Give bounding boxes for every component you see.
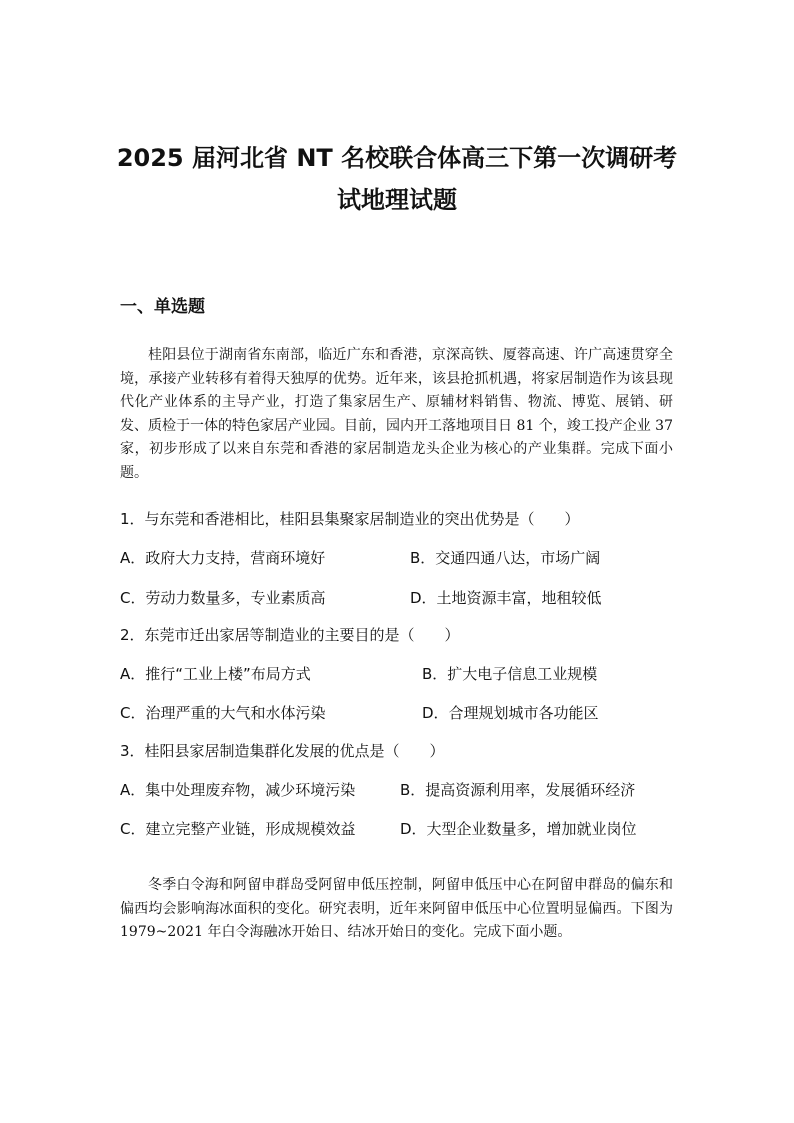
question-3-stem: 3．桂阳县家居制造集群化发展的优点是（ ） — [120, 742, 445, 760]
question-3-option-d: D．大型企业数量多，增加就业岗位 — [400, 820, 637, 838]
question-1-stem: 1．与东莞和香港相比，桂阳县集聚家居制造业的突出优势是（ ） — [120, 510, 580, 528]
question-3-option-c: C．建立完整产业链，形成规模效益 — [120, 820, 356, 838]
question-1-option-c: C．劳动力数量多，专业素质高 — [120, 589, 326, 607]
reading-passage-2: 冬季白令海和阿留申群岛受阿留申低压控制，阿留申低压中心在阿留申群岛的偏东和偏西均会影响海冰面积的变化。研究表明，近年来阿留申低压中心位置明显偏西。下图为 1979~2021 年白令海融冰开始日、结冰开始日的变化。完成下面小题。 — [120, 877, 673, 940]
document-title-line-1: 2025 届河北省 NT 名校联合体高三下第一次调研考 — [116, 144, 678, 172]
question-2-option-c: C．治理严重的大气和水体污染 — [120, 704, 326, 722]
question-3-option-a: A．集中处理废弃物，减少环境污染 — [120, 781, 356, 799]
reading-passage-1: 桂阳县位于湖南省东南部，临近广东和香港，京深高铁、厦蓉高速、许广高速贯穿全境，承接产业转移有着得天独厚的优势。近年来，该县抢抓机遇，将家居制造作为该县现代化产业体系的主导产业，打造了集家居生产、原辅材料销售、物流、博览、展销、研发、质检于一体的特色家居产业园。目前，园内开工落地项目日 81 个，竣工投产企业 37 家，初步形成了以来自东莞和香港的家居制造龙头企业为核心的产业集群。完成下面小题。 — [120, 347, 673, 481]
question-2-option-d: D．合理规划城市各功能区 — [422, 704, 599, 722]
question-1-option-b: B．交通四通八达，市场广阔 — [410, 549, 601, 567]
question-2-option-b: B．扩大电子信息工业规模 — [422, 665, 598, 683]
question-1-option-d: D．土地资源丰富，地租较低 — [410, 589, 602, 607]
question-3-option-b: B．提高资源利用率，发展循环经济 — [400, 781, 636, 799]
question-2-stem: 2．东莞市迁出家居等制造业的主要目的是（ ） — [120, 626, 460, 644]
document-title-line-2: 试地理试题 — [337, 186, 457, 214]
section-heading: 一、单选题 — [120, 297, 205, 317]
question-1-option-a: A．政府大力支持，营商环境好 — [120, 549, 326, 567]
question-2-option-a: A．推行“工业上楼”布局方式 — [120, 665, 311, 683]
